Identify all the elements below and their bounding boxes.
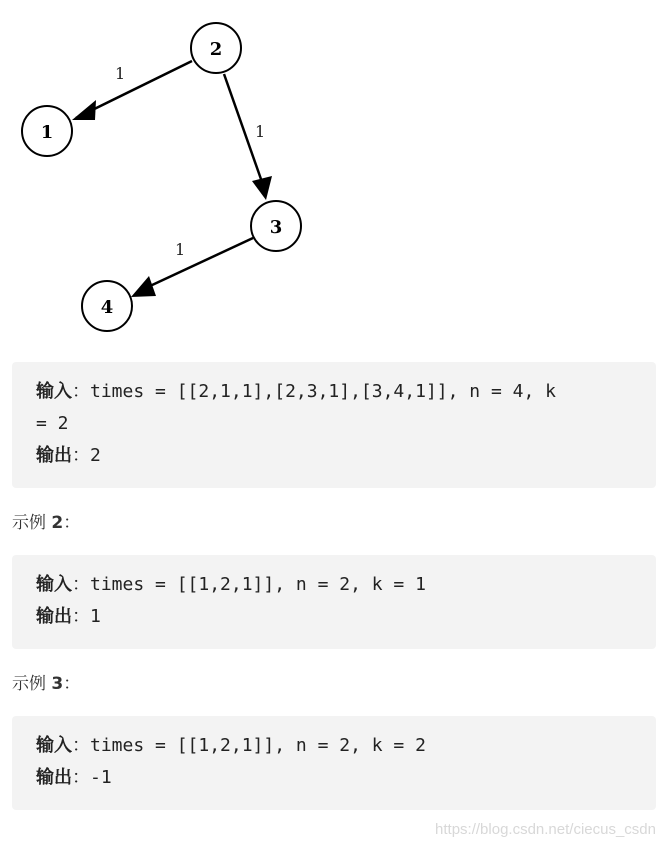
example-3-output-text: ：-1 xyxy=(72,767,112,788)
example-2-input-text: ：times = [[1,2,1]], n = 2, k = 1 xyxy=(72,574,426,595)
node-label-4: 4 xyxy=(100,297,114,318)
edge-3-4-arrowhead xyxy=(131,276,156,297)
example-3-output-line xyxy=(36,762,632,794)
example-1-output-text: ：2 xyxy=(72,445,101,466)
edge-2-1-weight: 1 xyxy=(115,64,126,83)
edge-2-3-weight: 1 xyxy=(255,122,266,141)
example-2-heading-number: 2 xyxy=(51,513,64,533)
directed-graph xyxy=(0,0,340,345)
node-label-3: 3 xyxy=(269,217,283,238)
output-label: 输出 xyxy=(36,606,72,627)
edge-2-3-arrowhead xyxy=(252,176,272,200)
example-2-output-line xyxy=(36,601,632,633)
example-1-input-line xyxy=(36,376,632,408)
example-3-heading-prefix: 示例 xyxy=(12,674,52,694)
graph-node-2 xyxy=(191,23,241,73)
graph-node-1 xyxy=(22,106,72,156)
example-3-heading xyxy=(12,669,80,694)
example-2-input-line xyxy=(36,569,632,601)
example-3-heading-number: 3 xyxy=(51,674,64,694)
example-2-heading-prefix: 示例 xyxy=(12,513,52,533)
example-2-output-text: ：1 xyxy=(72,606,101,627)
output-label: 输出 xyxy=(36,767,72,788)
example-1-input-continuation: = 2 xyxy=(36,413,69,434)
example-3-code-block xyxy=(12,716,656,810)
example-1-input-text: ：times = [[2,1,1],[2,3,1],[3,4,1]], n = 4, k xyxy=(72,381,556,402)
edge-3-4-weight: 1 xyxy=(175,240,186,259)
example-3-input-text: ：times = [[1,2,1]], n = 2, k = 2 xyxy=(72,735,426,756)
example-3-input-line xyxy=(36,730,632,762)
example-1-output-line xyxy=(36,440,632,472)
node-label-1: 1 xyxy=(40,122,54,143)
example-1-code-block xyxy=(12,362,656,488)
graph-node-4 xyxy=(82,281,132,331)
example-2-heading-suffix: ： xyxy=(63,513,81,533)
example-2-heading xyxy=(12,508,80,533)
example-2-code-block xyxy=(12,555,656,649)
input-label: 输入 xyxy=(36,735,72,756)
node-label-2: 2 xyxy=(209,39,223,60)
watermark: https://blog.csdn.net/ciecus_csdn xyxy=(435,821,656,838)
output-label: 输出 xyxy=(36,445,72,466)
input-label: 输入 xyxy=(36,574,72,595)
edge-3-4 xyxy=(150,238,253,286)
example-3-heading-suffix: ： xyxy=(63,674,81,694)
graph-node-3 xyxy=(251,201,301,251)
input-label: 输入 xyxy=(36,381,72,402)
